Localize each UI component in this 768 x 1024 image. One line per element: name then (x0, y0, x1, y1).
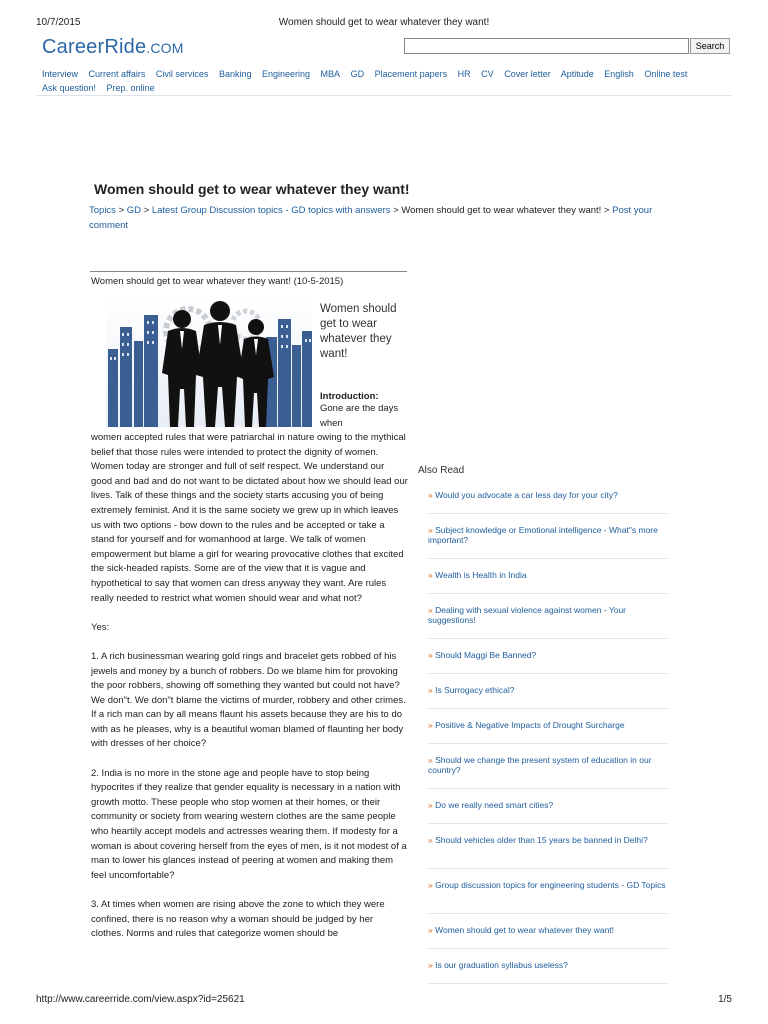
breadcrumb-latest-gd-topics[interactable]: Latest Group Discussion topics - GD topics with answers (151, 205, 391, 216)
nav-item-interview[interactable]: Interview (42, 69, 79, 79)
print-header-title: Women should get to wear whatever they want! (278, 17, 490, 28)
arrow-icon: » (428, 605, 433, 615)
related-divider (428, 983, 668, 984)
related-link[interactable]: » Dealing with sexual violence against women - Your suggestions! (428, 605, 626, 625)
related-divider (428, 708, 668, 709)
related-link[interactable]: » Women should get to wear whatever they want! (428, 925, 615, 935)
breadcrumb-current: Women should get to wear whatever they want! (401, 205, 602, 216)
related-link[interactable]: » Should vehicles older than 15 years be banned in Delhi? (428, 835, 648, 845)
nav-item-ask-question[interactable]: Ask question! (42, 83, 97, 93)
print-page-number: 1/5 (718, 994, 732, 1005)
arrow-icon: » (428, 685, 433, 695)
intro-label: Introduction: (320, 391, 379, 402)
related-link[interactable]: » Do we really need smart cities? (428, 800, 554, 810)
related-link[interactable]: » Group discussion topics for engineering students - GD Topics (428, 880, 666, 890)
arrow-icon: » (428, 650, 433, 660)
article-paragraph: 3. At times when women are rising above the zone to which they were confined, there is no reason why a woman should be judged by her clothes. Norms and rules that categorize women should be (91, 899, 385, 940)
women-silhouette-image (106, 297, 312, 427)
arrow-icon: » (428, 570, 433, 580)
related-divider (428, 673, 668, 674)
related-link[interactable]: » Should Maggi Be Banned? (428, 650, 537, 660)
nav-item-cv[interactable]: CV (481, 69, 494, 79)
also-read-heading: Also Read (418, 465, 465, 476)
nav-item-banking[interactable]: Banking (218, 69, 252, 79)
print-date: 10/7/2015 (36, 17, 81, 28)
nav-item-online-test[interactable]: Online test (644, 69, 688, 79)
arrow-icon: » (428, 525, 433, 535)
nav-item-civil-services[interactable]: Civil services (155, 69, 209, 79)
nav-item-mba[interactable]: MBA (320, 69, 341, 79)
article-header-line: Women should get to wear whatever they want! (10-5-2015) (91, 276, 344, 287)
nav-item-prep-online[interactable]: Prep. online (106, 83, 155, 93)
related-divider (428, 743, 668, 744)
related-link[interactable]: » Positive & Negative Impacts of Drought Surcharge (428, 720, 625, 730)
post-comment-link[interactable]: Post your comment (89, 205, 653, 231)
breadcrumb: Topics > GD > Latest Group Discussion topics - GD topics with answers > Women should get to wear whatever they want! > Post your comment (89, 205, 653, 231)
related-link[interactable]: » Should we change the present system of education in our country? (428, 755, 652, 775)
related-divider (428, 823, 668, 824)
related-divider (428, 513, 668, 514)
logo-suffix: .COM (146, 40, 184, 56)
article-paragraph: 1. A rich businessman wearing gold rings and bracelet gets robbed of his jewels and money by a bunch of robbers. Do we blame him for provoking the poor robbers, showing off something they wanted but could not have? We don"t. We don"t blame the victims of murder, robbery and other crimes. If a rich man can by all means flaunt his assets because they are his to do with as he pleases, why is a beautiful woman blamed of flaunting her body with dresses of her choice? (91, 650, 406, 750)
article-paragraph: women accepted rules that were patriarchal in nature owing to the mythical belief that those rules were intended to protect the dignity of women. Women today are stronger and full of self respect. We understand our good and bad and do not want to be dictated about how we should lead our lives. Talk of these things and the society starts accusing you of being extremely feminist. And it is the same society we grew up in which leaves us with two options - bow down to the rules and be accepted or take a stand for yourself and for womanhood at large. We talk of women empowerment but blame a girl for wearing provocative clothes that excited the sick-headed rapists. Some are of the view that it is vague and hypothetical to say that women can dress anyway they want. Are rules really needed to restrict what women should wear and what not? (91, 432, 408, 604)
nav-item-placement-papers[interactable]: Placement papers (374, 69, 448, 79)
related-divider (428, 638, 668, 639)
search-button[interactable]: Search (690, 38, 730, 54)
article-paragraph: Yes: (91, 621, 110, 633)
related-divider (428, 558, 668, 559)
related-divider (428, 948, 668, 949)
site-logo[interactable] (42, 36, 184, 59)
arrow-icon: » (428, 720, 433, 730)
nav-item-gd[interactable]: GD (350, 69, 365, 79)
arrow-icon: » (428, 800, 433, 810)
nav-item-engineering[interactable]: Engineering (261, 69, 311, 79)
arrow-icon: » (428, 925, 433, 935)
intro-lead-text: Gone are the days when (320, 403, 399, 429)
breadcrumb-topics[interactable]: Topics (89, 205, 116, 216)
arrow-icon: » (428, 490, 433, 500)
logo-main: CareerRide (42, 36, 147, 58)
related-divider (428, 593, 668, 594)
nav-item-current-affairs[interactable]: Current affairs (88, 69, 146, 79)
nav-item-hr[interactable]: HR (457, 69, 471, 79)
arrow-icon: » (428, 880, 433, 890)
page-title: Women should get to wear whatever they want! (94, 181, 410, 197)
article-paragraph: 2. India is no more in the stone age and people have to stop being hypocrites if they realize that gender equality is necessary in a nation with growth motto. These people who stop women at their homes, or their community or society from wearing western clothes are the same people who heartily accept models and actresses wearing them. If modesty for a woman is about covering herself from the eyes of men, is it not modest of a man to lower his glances instead of peering at women and making them feel uncomfortable? (91, 767, 407, 881)
related-divider (428, 868, 668, 869)
nav-item-cover-letter[interactable]: Cover letter (504, 69, 551, 79)
related-link[interactable]: » Subject knowledge or Emotional intelligence - What"s more important? (428, 525, 658, 545)
related-divider (428, 913, 668, 914)
related-divider (428, 788, 668, 789)
related-link[interactable]: » Is Surrogacy ethical? (428, 685, 515, 695)
article-divider (90, 271, 407, 272)
breadcrumb-gd[interactable]: GD (126, 205, 142, 216)
print-footer-url: http://www.careerride.com/view.aspx?id=25621 (36, 994, 245, 1005)
arrow-icon: » (428, 960, 433, 970)
related-link[interactable]: » Would you advocate a car less day for your city? (428, 490, 618, 500)
nav-item-english[interactable]: English (604, 69, 634, 79)
article-body (91, 431, 408, 956)
nav-item-aptitude[interactable]: Aptitude (560, 69, 594, 79)
related-link[interactable]: » Is our graduation syllabus useless? (428, 960, 568, 970)
top-nav (42, 67, 732, 95)
nav-divider (36, 95, 732, 96)
arrow-icon: » (428, 755, 433, 765)
related-link[interactable]: » Wealth is Health in India (428, 570, 527, 580)
search-input[interactable] (404, 38, 689, 54)
arrow-icon: » (428, 835, 433, 845)
article-side-title: Women should get to wear whatever they want! (320, 303, 397, 360)
